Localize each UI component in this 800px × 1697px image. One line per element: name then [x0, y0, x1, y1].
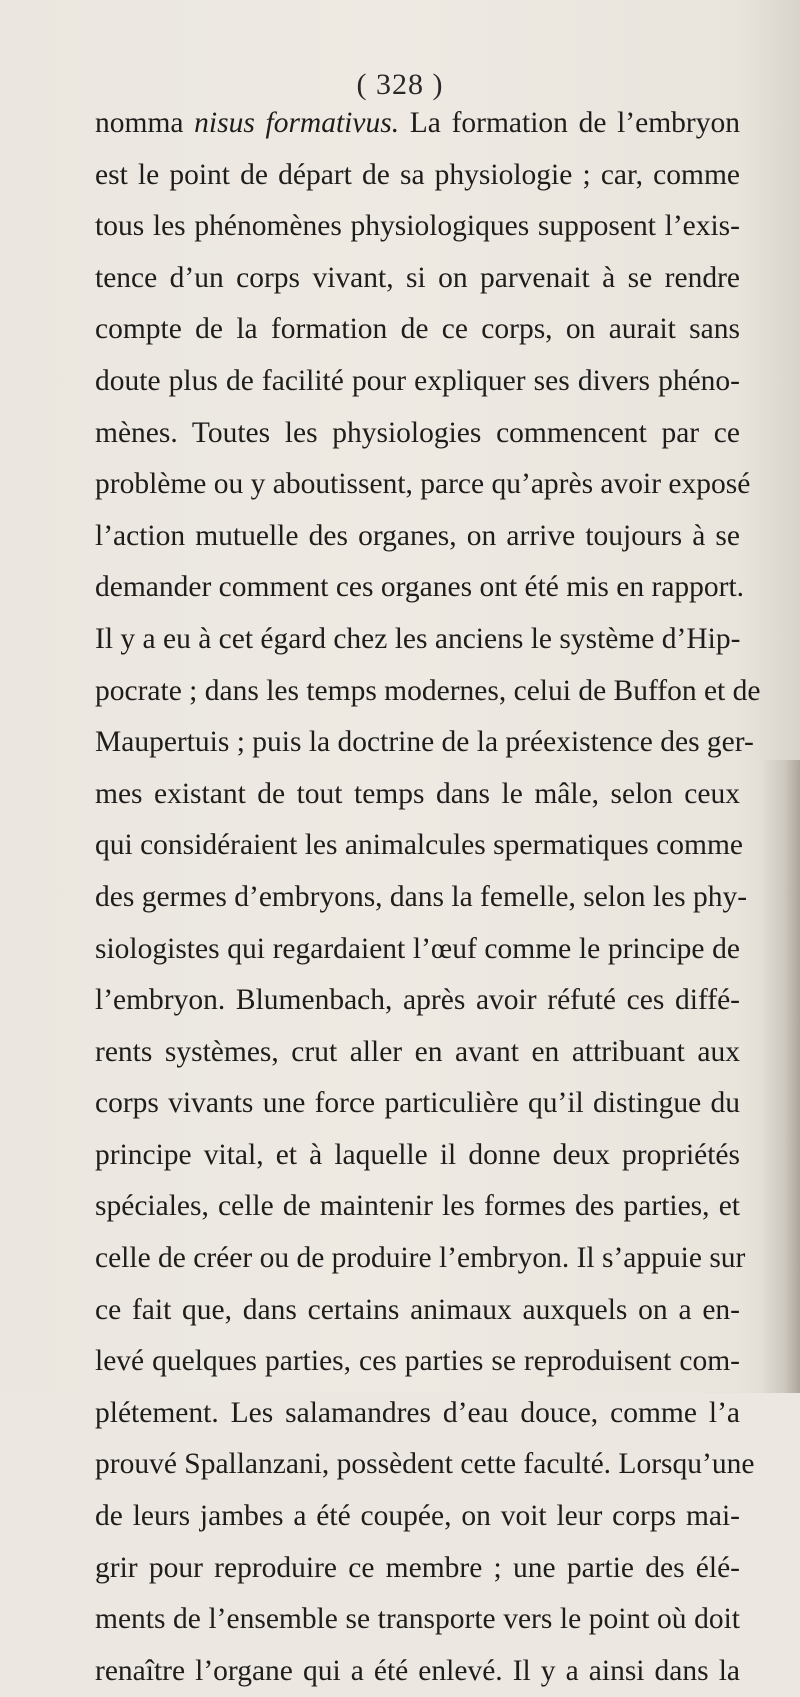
text-line: mes existant de tout temps dans le mâle, selon ceux	[95, 777, 740, 810]
text-line: plétement. Les salamandres d’eau douce, comme l’a	[95, 1396, 740, 1429]
text-line: ments de l’ensemble se transporte vers le point où doit	[95, 1603, 740, 1636]
text-line: l’action mutuelle des organes, on arrive toujours à se	[95, 519, 740, 552]
text-line: demander comment ces organes ont été mis en rapport.	[95, 571, 745, 604]
text-line: grir pour reproduire ce membre ; une partie des élé-	[95, 1551, 740, 1584]
text-line: prouvé Spallanzani, possèdent cette faculté. Lorsqu’une	[95, 1448, 755, 1481]
text-line: nomma nisus formativus. La formation de l’embryon	[95, 107, 740, 139]
text-line: l’embryon. Blumenbach, après avoir réfuté ces diffé-	[95, 984, 740, 1017]
text-line: Il y a eu à cet égard chez les anciens le système d’Hip-	[95, 622, 741, 655]
text-line: de leurs jambes a été coupée, on voit leur corps mai-	[95, 1500, 740, 1533]
page-edge-shadow	[760, 760, 800, 1393]
text-line: pocrate ; dans les temps modernes, celui de Buffon et de	[95, 674, 761, 707]
text-line: qui considéraient les animalcules spermatiques comme	[95, 829, 743, 862]
text-line: siologistes qui regardaient l’œuf comme le principe de	[95, 932, 740, 965]
text-line: corps vivants une force particulière qu’il distingue du	[95, 1087, 740, 1120]
text-line: rents systèmes, crut aller en avant en attribuant aux	[95, 1035, 740, 1068]
text-line: est le point de départ de sa physiologie ; car, comme	[95, 158, 740, 191]
body-text	[95, 98, 761, 1697]
text-line: Maupertuis ; puis la doctrine de la préexistence des ger-	[95, 726, 754, 759]
text-line: problème ou y aboutissent, parce qu’après avoir exposé	[95, 468, 751, 501]
text-line: mènes. Toutes les physiologies commencent par ce	[95, 416, 740, 449]
text-line: compte de la formation de ce corps, on aurait sans	[95, 313, 740, 346]
text-line: ce fait que, dans certains animaux auxquels on a en-	[95, 1293, 740, 1326]
text-line: levé quelques parties, ces parties se reproduisent com-	[95, 1345, 740, 1378]
text-line: tous les phénomènes physiologiques supposent l’exis-	[95, 210, 740, 243]
text-line: spéciales, celle de maintenir les formes des parties, et	[95, 1190, 740, 1223]
text-line: renaître l’organe qui a été enlevé. Il y a ainsi dans la	[95, 1654, 740, 1687]
text-line: doute plus de facilité pour expliquer ses divers phéno-	[95, 364, 740, 397]
text-line: celle de créer ou de produire l’embryon. Il s’appuie sur	[95, 1242, 746, 1275]
page-number: ( 328 )	[356, 68, 444, 101]
text-line: principe vital, et à laquelle il donne deux propriétés	[95, 1138, 740, 1171]
text-line: des germes d’embryons, dans la femelle, selon les phy-	[95, 880, 748, 913]
text-line: tence d’un corps vivant, si on parvenait à se rendre	[95, 261, 740, 294]
